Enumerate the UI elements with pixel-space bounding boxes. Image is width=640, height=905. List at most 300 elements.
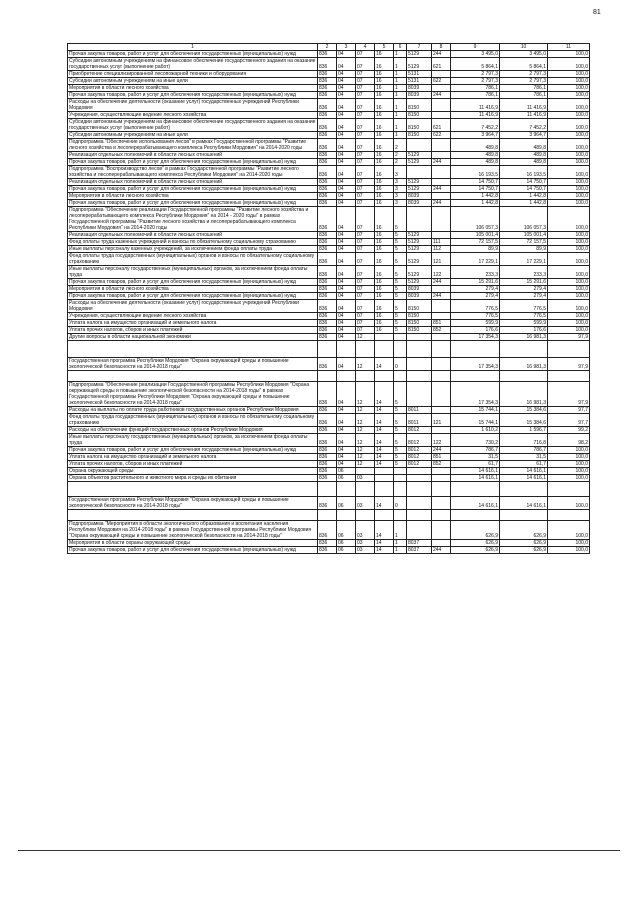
cell-subprogram: 5 [394, 327, 407, 334]
cell-planned: 2 797,3 [451, 71, 500, 78]
cell-subsection: 07 [356, 207, 375, 232]
row-name: Подпрограмма "Обеспечение использования лесов" в рамках Государственной программы "Развитие лесного хозяйства и лесоперерабатывающего комплекса Республики Мордовия" на 2014-2020 годы [68, 139, 318, 152]
cell-ved: 836 [318, 207, 337, 232]
footer-rule [18, 850, 620, 851]
cell-section: 06 [337, 540, 356, 547]
table-row [68, 85, 590, 92]
table-row [68, 547, 590, 554]
spacer-cell [356, 482, 375, 497]
cell-percent: 100,0 [548, 454, 590, 461]
cell-section: 04 [337, 286, 356, 293]
spacer-cell [407, 510, 432, 521]
cell-ved: 836 [318, 92, 337, 99]
cell-planned: 3 495,0 [451, 51, 500, 58]
row-name: Расходы на обеспечение деятельности (оказание услуг) государственных учреждений Республики Мордовия [68, 300, 318, 313]
cell-subsection: 07 [356, 99, 375, 112]
cell-actual: 776,5 [500, 313, 548, 320]
row-name: Уплата прочих налогов, сборов и иных платежей [68, 327, 318, 334]
cell-program: 14 [375, 434, 394, 447]
row-name: Прочая закупка товаров, работ и услуг для обеспечения государственных (муниципальных) нужд [68, 547, 318, 554]
cell-section: 04 [337, 71, 356, 78]
cell-planned: 7 452,2 [451, 119, 500, 132]
cell-percent: 100,0 [548, 99, 590, 112]
row-name: Реализация отдельных полномочий в области лесных отношений [68, 232, 318, 239]
cell-program: 16 [375, 266, 394, 279]
spacer-cell [432, 482, 451, 497]
cell-section: 04 [337, 461, 356, 468]
table-row [68, 334, 590, 341]
cell-percent: 100,0 [548, 246, 590, 253]
table-row [68, 266, 590, 279]
cell-planned: 105 001,4 [451, 232, 500, 239]
cell-ved: 836 [318, 239, 337, 246]
cell-expense-type: 622 [432, 132, 451, 139]
table-row [68, 78, 590, 85]
row-name: Иные выплаты персоналу казенных учреждений, за исключением фонда оплаты труда [68, 246, 318, 253]
cell-section: 04 [337, 327, 356, 334]
cell-planned: 489,8 [451, 139, 500, 152]
row-name: Фонд оплаты труда государственных (муниципальных) органов и взносы по обязательному социальному страхованию [68, 253, 318, 266]
cell-item: 5129 [407, 253, 432, 266]
cell-section: 04 [337, 51, 356, 58]
cell-percent: 97,9 [548, 382, 590, 407]
cell-subsection: 07 [356, 300, 375, 313]
cell-program: 16 [375, 193, 394, 200]
cell-item: 8150 [407, 300, 432, 313]
table-row [68, 119, 590, 132]
cell-ved: 836 [318, 58, 337, 71]
cell-item: 5129 [407, 246, 432, 253]
cell-percent: 100,0 [548, 139, 590, 152]
cell-percent: 100,0 [548, 51, 590, 58]
cell-actual: 489,8 [500, 152, 548, 159]
cell-ved: 836 [318, 414, 337, 427]
cell-actual: 105 001,4 [500, 232, 548, 239]
cell-item: 8150 [407, 320, 432, 327]
table-row [68, 159, 590, 166]
spacer-cell [375, 371, 394, 382]
cell-ved: 836 [318, 320, 337, 327]
cell-percent: 100,0 [548, 461, 590, 468]
spacer-cell [318, 371, 337, 382]
cell-subsection: 12 [356, 434, 375, 447]
cell-planned: 279,4 [451, 293, 500, 300]
cell-actual: 16 981,3 [500, 382, 548, 407]
cell-expense-type [432, 99, 451, 112]
cell-program: 14 [375, 447, 394, 454]
cell-subsection: 07 [356, 71, 375, 78]
cell-ved: 836 [318, 179, 337, 186]
column-header: 8 [432, 44, 451, 51]
cell-percent: 100,0 [548, 293, 590, 300]
cell-actual: 61,7 [500, 461, 548, 468]
table-row [68, 112, 590, 119]
cell-planned: 776,5 [451, 313, 500, 320]
cell-ved: 836 [318, 152, 337, 159]
cell-planned: 5 864,1 [451, 58, 500, 71]
cell-actual: 72 157,5 [500, 239, 548, 246]
table-row [68, 139, 590, 152]
cell-actual: 626,9 [500, 540, 548, 547]
cell-subsection: 07 [356, 320, 375, 327]
cell-item: 5129 [407, 58, 432, 71]
cell-ved: 836 [318, 200, 337, 207]
cell-section: 04 [337, 166, 356, 179]
cell-section: 04 [337, 454, 356, 461]
cell-program: 16 [375, 320, 394, 327]
cell-expense-type: 244 [432, 447, 451, 454]
table-row [68, 434, 590, 447]
cell-actual: 279,4 [500, 286, 548, 293]
cell-actual: 279,4 [500, 293, 548, 300]
cell-ved: 836 [318, 447, 337, 454]
cell-planned: 279,4 [451, 286, 500, 293]
cell-planned: 786,1 [451, 85, 500, 92]
cell-subsection: 07 [356, 246, 375, 253]
cell-planned: 730,2 [451, 434, 500, 447]
table-row [68, 427, 590, 434]
table-row [68, 99, 590, 112]
cell-expense-type [432, 139, 451, 152]
cell-section: 04 [337, 112, 356, 119]
cell-actual: 16 981,3 [500, 358, 548, 371]
cell-program: 16 [375, 78, 394, 85]
cell-ved: 836 [318, 427, 337, 434]
cell-expense-type: 851 [432, 320, 451, 327]
column-header: 3 [337, 44, 356, 51]
cell-subsection: 07 [356, 186, 375, 193]
cell-planned: 17 354,3 [451, 358, 500, 371]
cell-percent: 100,0 [548, 186, 590, 193]
cell-planned: 489,8 [451, 152, 500, 159]
cell-subprogram [394, 475, 407, 482]
cell-expense-type [432, 286, 451, 293]
cell-subprogram: 5 [394, 300, 407, 313]
row-name: Прочая закупка товаров, работ и услуг для обеспечения государственных (муниципальных) нужд [68, 200, 318, 207]
cell-expense-type [432, 475, 451, 482]
cell-expense-type [432, 334, 451, 341]
cell-planned: 17 354,3 [451, 382, 500, 407]
cell-subprogram: 3 [394, 179, 407, 186]
row-name: Мероприятия в области лесного хозяйства [68, 85, 318, 92]
cell-item [407, 358, 432, 371]
cell-ved: 836 [318, 112, 337, 119]
cell-planned: 14 616,1 [451, 497, 500, 510]
cell-program: 16 [375, 159, 394, 166]
cell-expense-type [432, 179, 451, 186]
cell-subprogram: 5 [394, 447, 407, 454]
cell-ved: 836 [318, 232, 337, 239]
table-row [68, 279, 590, 286]
row-name: Уплата прочих налогов, сборов и иных платежей [68, 461, 318, 468]
cell-ved: 836 [318, 78, 337, 85]
cell-item [407, 475, 432, 482]
spacer-cell [375, 510, 394, 521]
cell-actual: 14 750,7 [500, 179, 548, 186]
cell-ved: 836 [318, 99, 337, 112]
cell-expense-type [432, 166, 451, 179]
cell-section: 04 [337, 85, 356, 92]
table-row [68, 521, 590, 540]
cell-ved: 836 [318, 279, 337, 286]
cell-percent: 100,0 [548, 207, 590, 232]
cell-program: 16 [375, 85, 394, 92]
cell-ved: 836 [318, 382, 337, 407]
spacer-row [68, 341, 590, 358]
cell-actual: 17 229,1 [500, 253, 548, 266]
cell-subprogram: 5 [394, 407, 407, 414]
cell-percent: 100,0 [548, 159, 590, 166]
table-row [68, 179, 590, 186]
cell-expense-type: 112 [432, 246, 451, 253]
cell-subsection: 07 [356, 112, 375, 119]
cell-program: 16 [375, 51, 394, 58]
cell-item: 8039 [407, 293, 432, 300]
table-row [68, 454, 590, 461]
cell-subsection: 07 [356, 239, 375, 246]
column-header: 1 [68, 44, 318, 51]
cell-program: 16 [375, 207, 394, 232]
cell-planned: 626,9 [451, 521, 500, 540]
cell-actual: 16 193,5 [500, 166, 548, 179]
cell-expense-type [432, 358, 451, 371]
spacer-cell [432, 341, 451, 358]
cell-percent: 100,0 [548, 232, 590, 239]
cell-expense-type [432, 382, 451, 407]
cell-subprogram: 3 [394, 200, 407, 207]
table-row [68, 132, 590, 139]
cell-item: 5131 [407, 78, 432, 85]
cell-actual: 11 416,9 [500, 112, 548, 119]
cell-percent: 100,0 [548, 119, 590, 132]
cell-program: 16 [375, 186, 394, 193]
row-name: Иные выплаты персоналу государственных (муниципальных) органов, за исключением фонда оплаты труда [68, 434, 318, 447]
row-name: Государственная программа Республики Мордовия "Охрана окружающей среды и повышение экологической безопасности на 2014-2018 годы" [68, 497, 318, 510]
table-row [68, 152, 590, 159]
cell-section: 04 [337, 232, 356, 239]
spacer-cell [337, 482, 356, 497]
cell-subsection: 07 [356, 159, 375, 166]
cell-section: 04 [337, 78, 356, 85]
cell-actual: 2 797,3 [500, 71, 548, 78]
cell-actual: 15 291,6 [500, 279, 548, 286]
budget-table [67, 43, 590, 554]
cell-subsection: 07 [356, 200, 375, 207]
cell-ved: 836 [318, 253, 337, 266]
cell-item: 5129 [407, 152, 432, 159]
cell-item [407, 207, 432, 232]
cell-actual: 31,5 [500, 454, 548, 461]
cell-actual: 786,7 [500, 447, 548, 454]
cell-section: 04 [337, 159, 356, 166]
cell-ved: 836 [318, 540, 337, 547]
spacer-cell [356, 371, 375, 382]
cell-percent: 100,0 [548, 112, 590, 119]
cell-subsection [356, 468, 375, 475]
cell-item: 8039 [407, 286, 432, 293]
table-row [68, 468, 590, 475]
table-row [68, 447, 590, 454]
spacer-cell [548, 341, 590, 358]
cell-item: 8039 [407, 92, 432, 99]
cell-item: 8150 [407, 112, 432, 119]
cell-percent: 98,2 [548, 434, 590, 447]
table-row [68, 166, 590, 179]
cell-subsection: 12 [356, 461, 375, 468]
cell-percent: 100,0 [548, 58, 590, 71]
cell-percent: 100,0 [548, 540, 590, 547]
cell-program: 16 [375, 119, 394, 132]
cell-subprogram: 3 [394, 186, 407, 193]
cell-item: 8012 [407, 454, 432, 461]
row-name: Подпрограмма "Мероприятия в области экологического образования и воспитания населения Республики Мордовия на 2014-2018 годы" в рамках Государственной программы Республики Мордовия "Охрана окружающей среды и повышение экологической безопасности на 2014-2018 годы" [68, 521, 318, 540]
spacer-cell [407, 371, 432, 382]
cell-planned: 15 744,1 [451, 407, 500, 414]
cell-item: 8037 [407, 540, 432, 547]
cell-ved: 836 [318, 334, 337, 341]
cell-program: 16 [375, 132, 394, 139]
cell-subprogram: 3 [394, 166, 407, 179]
cell-section: 04 [337, 152, 356, 159]
column-header: 7 [407, 44, 432, 51]
cell-planned: 72 157,5 [451, 239, 500, 246]
cell-planned: 1 610,2 [451, 427, 500, 434]
spacer-row [68, 510, 590, 521]
cell-subprogram: 5 [394, 232, 407, 239]
cell-program: 16 [375, 112, 394, 119]
row-name: Субсидии автономным учреждениям на финансовое обеспечение государственного задания на оказание государственных услуг (выполнение работ) [68, 119, 318, 132]
spacer-cell [337, 371, 356, 382]
cell-program: 16 [375, 139, 394, 152]
spacer-cell [394, 482, 407, 497]
cell-item: 8037 [407, 547, 432, 554]
cell-section: 04 [337, 427, 356, 434]
cell-subprogram: 5 [394, 382, 407, 407]
cell-ved: 836 [318, 407, 337, 414]
cell-subsection: 07 [356, 139, 375, 152]
cell-planned: 1 442,8 [451, 193, 500, 200]
cell-percent: 100,0 [548, 547, 590, 554]
table-row [68, 382, 590, 407]
table-body [68, 51, 590, 554]
row-name: Прочая закупка товаров, работ и услуг для обеспечения государственных (муниципальных) нужд [68, 293, 318, 300]
cell-planned: 61,7 [451, 461, 500, 468]
cell-ved: 836 [318, 358, 337, 371]
table-row [68, 71, 590, 78]
spacer-cell [68, 510, 318, 521]
cell-percent: 100,0 [548, 200, 590, 207]
cell-program: 16 [375, 300, 394, 313]
cell-program: 16 [375, 253, 394, 266]
cell-subsection: 12 [356, 407, 375, 414]
cell-planned: 14 750,7 [451, 186, 500, 193]
row-name: Уплата налога на имущество организаций и земельного налога [68, 320, 318, 327]
cell-percent: 100,0 [548, 286, 590, 293]
cell-actual: 176,6 [500, 327, 548, 334]
cell-subsection: 12 [356, 454, 375, 461]
cell-actual: 489,8 [500, 159, 548, 166]
cell-item: 8012 [407, 447, 432, 454]
cell-planned: 786,7 [451, 447, 500, 454]
row-name: Реализация отдельных полномочий в области лесных отношений [68, 179, 318, 186]
table-row [68, 414, 590, 427]
cell-program [375, 475, 394, 482]
cell-program: 16 [375, 246, 394, 253]
cell-subprogram: 0 [394, 497, 407, 510]
spacer-cell [500, 510, 548, 521]
cell-section: 04 [337, 407, 356, 414]
cell-subsection: 07 [356, 193, 375, 200]
spacer-cell [318, 482, 337, 497]
cell-program: 16 [375, 293, 394, 300]
column-header: 11 [548, 44, 590, 51]
cell-section: 04 [337, 99, 356, 112]
cell-item [407, 521, 432, 540]
row-name: Прочая закупка товаров, работ и услуг для обеспечения государственных (муниципальных) нужд [68, 186, 318, 193]
cell-subprogram: 5 [394, 207, 407, 232]
cell-item: 5129 [407, 179, 432, 186]
cell-program: 16 [375, 152, 394, 159]
spacer-cell [337, 510, 356, 521]
spacer-cell [407, 482, 432, 497]
cell-percent: 100,0 [548, 320, 590, 327]
cell-planned: 626,9 [451, 540, 500, 547]
cell-actual: 1 442,8 [500, 200, 548, 207]
cell-planned: 14 616,1 [451, 468, 500, 475]
cell-expense-type: 111 [432, 239, 451, 246]
cell-subsection: 07 [356, 92, 375, 99]
row-name: Подпрограмма "Воспроизводство лесов" в рамках Государственной программы "Развитие лесного хозяйства и лесоперерабатывающего комплекса Республики Мордовия" на 2014-2020 годы [68, 166, 318, 179]
spacer-cell [548, 510, 590, 521]
cell-expense-type: 244 [432, 293, 451, 300]
cell-planned: 233,3 [451, 266, 500, 279]
cell-subsection: 07 [356, 266, 375, 279]
cell-expense-type: 244 [432, 547, 451, 554]
spacer-cell [318, 510, 337, 521]
cell-ved: 836 [318, 71, 337, 78]
cell-planned: 176,6 [451, 327, 500, 334]
cell-planned: 14 616,1 [451, 475, 500, 482]
cell-planned: 599,9 [451, 320, 500, 327]
cell-section: 04 [337, 132, 356, 139]
cell-planned: 14 750,7 [451, 179, 500, 186]
cell-expense-type [432, 521, 451, 540]
row-name: Приобретение специализированной лесопожарной техники и оборудования [68, 71, 318, 78]
cell-actual: 2 797,3 [500, 78, 548, 85]
cell-subprogram: 1 [394, 540, 407, 547]
spacer-cell [337, 341, 356, 358]
spacer-cell [375, 341, 394, 358]
cell-subprogram: 1 [394, 99, 407, 112]
cell-section: 06 [337, 547, 356, 554]
row-name: Фонд оплаты труда государственных (муниципальных) органов и взносы по обязательному социальному страхованию [68, 414, 318, 427]
cell-program: 14 [375, 358, 394, 371]
cell-item: 5129 [407, 266, 432, 279]
cell-percent: 97,7 [548, 407, 590, 414]
cell-program: 16 [375, 99, 394, 112]
cell-section: 04 [337, 414, 356, 427]
cell-subsection: 07 [356, 293, 375, 300]
cell-percent: 100,0 [548, 521, 590, 540]
cell-program: 14 [375, 407, 394, 414]
cell-actual: 14 616,1 [500, 468, 548, 475]
cell-ved: 836 [318, 475, 337, 482]
cell-section: 04 [337, 139, 356, 152]
table-row [68, 51, 590, 58]
cell-program: 14 [375, 461, 394, 468]
cell-ved: 836 [318, 139, 337, 152]
cell-subprogram: 1 [394, 71, 407, 78]
